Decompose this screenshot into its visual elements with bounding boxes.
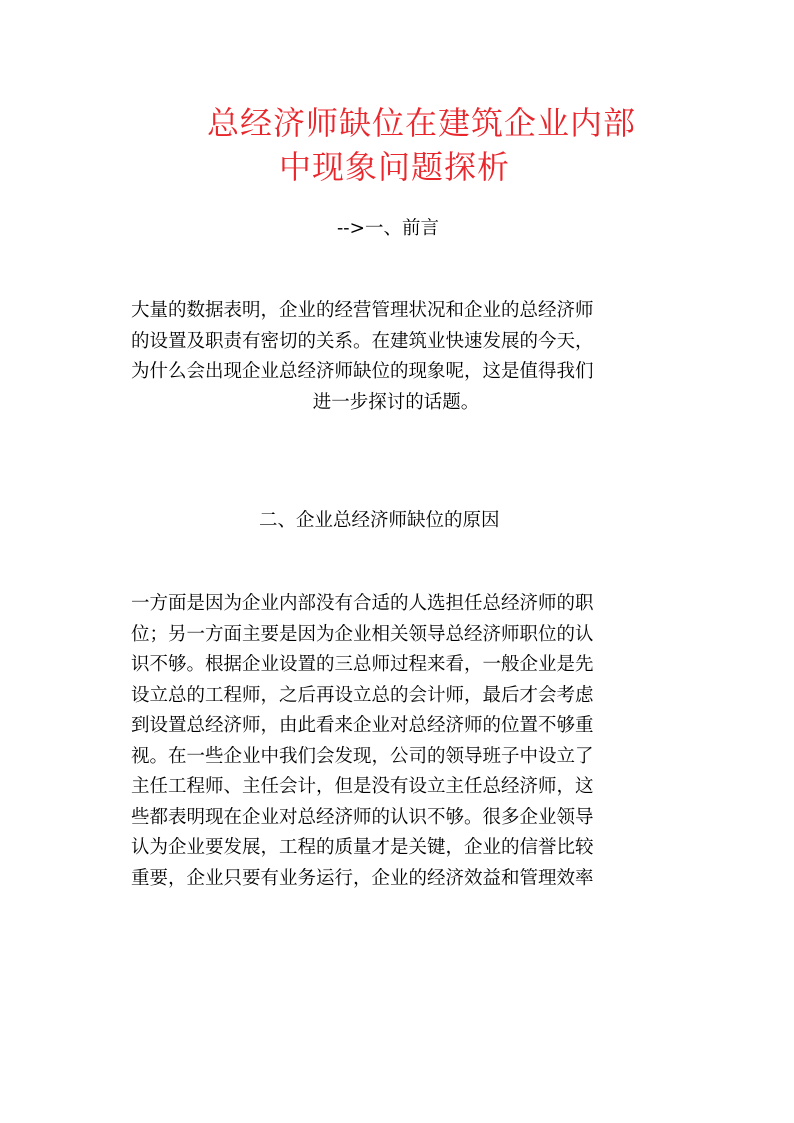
paragraph-line: 进一步探讨的话题。	[312, 391, 480, 413]
paragraph-line: 识不够。根据企业设置的三总师过程来看，一般企业是先	[131, 654, 594, 675]
document-title-line-2: 中现象问题探析	[279, 148, 511, 186]
causes-paragraph	[131, 589, 661, 894]
paragraph-line: 的设置及职责有密切的关系。在建筑业快速发展的今天，	[131, 330, 594, 352]
paragraph-line: 一方面是因为企业内部没有合适的人选担任总经济师的职	[131, 593, 594, 614]
paragraph-line: 位；另一方面主要是因为企业相关领导总经济师职位的认	[131, 623, 594, 645]
preface-paragraph	[131, 296, 661, 418]
paragraph-line: 些都表明现在企业对总经济师的认识不够。很多企业领导	[131, 806, 594, 828]
paragraph-line: 设立总的工程师，之后再设立总的会计师，最后才会考虑	[131, 684, 594, 706]
section-heading-preface: -->一、前言	[337, 218, 440, 239]
paragraph-line: 大量的数据表明，企业的经营管理状况和企业的总经济师	[131, 300, 594, 321]
section-heading-causes: 二、企业总经济师缺位的原因	[259, 510, 500, 531]
paragraph-line: 为什么会出现企业总经济师缺位的现象呢，这是值得我们	[131, 361, 594, 382]
paragraph-line: 视。在一些企业中我们会发现，公司的领导班子中设立了	[131, 745, 594, 767]
document-title-line-1: 总经济师缺位在建筑企业内部	[207, 104, 637, 142]
paragraph-line: 重要，企业只要有业务运行，企业的经济效益和管理效率	[131, 867, 594, 889]
paragraph-line: 到设置总经济师，由此看来企业对总经济师的位置不够重	[131, 715, 594, 736]
paragraph-line: 主任工程师、主任会计，但是没有设立主任总经济师，这	[131, 776, 594, 797]
paragraph-line: 认为企业要发展，工程的质量才是关键，企业的信誉比较	[131, 837, 594, 858]
